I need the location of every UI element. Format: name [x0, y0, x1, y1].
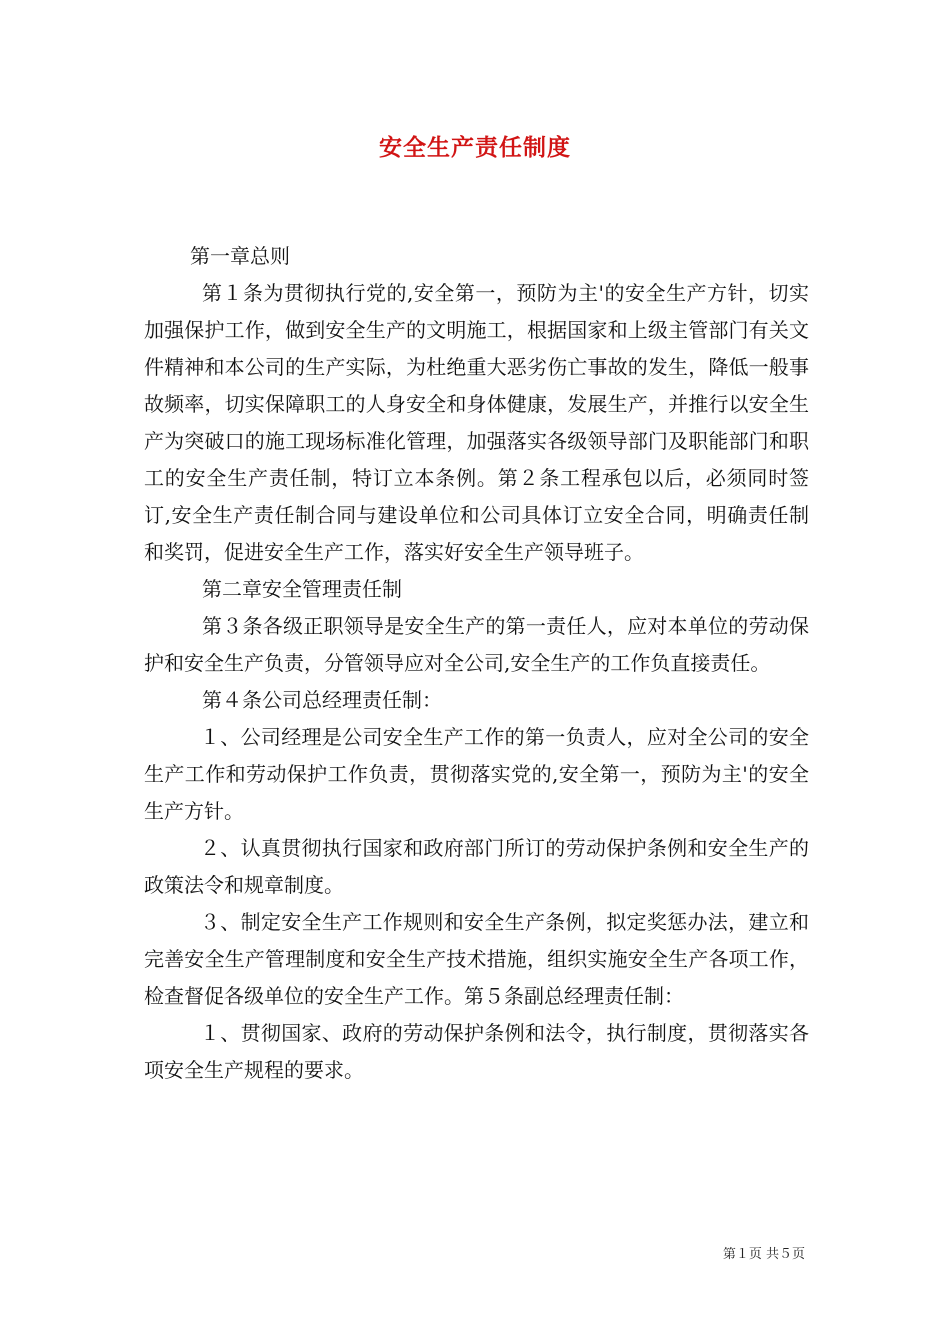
document-title: 安全生产责任制度 [379, 134, 571, 161]
paragraph-article-4-item-3: ３、制定安全生产工作规则和安全生产条例，拟定奖惩办法，建立和完善安全生产管理制度和安全生产技术措施，组织实施安全生产各项工作，检查督促各级单位的安全生产工作。第５条副总经理责任制： [144, 910, 809, 1008]
paragraph-article-3: 第３条各级正职领导是安全生产的第一责任人，应对本单位的劳动保护和安全生产负责，分管领导应对全公司,安全生产的工作负直接责任。 [144, 614, 809, 675]
paragraph-article-4-heading: 第４条公司总经理责任制： [202, 688, 442, 712]
paragraph-article-4-item-1: １、公司经理是公司安全生产工作的第一负责人，应对全公司的安全生产工作和劳动保护工作负责，贯彻落实党的,安全第一，预防为主'的安全生产方针。 [144, 725, 809, 823]
paragraph-chapter-2-heading: 第二章安全管理责任制 [202, 577, 402, 601]
paragraph-article-1-2: 第１条为贯彻执行党的,安全第一，预防为主'的安全生产方针，切实加强保护工作，做到安全生产的文明施工，根据国家和上级主管部门有关文件精神和本公司的生产实际，为杜绝重大恶劣伤亡事故的发生，降低一般事故频率，切实保障职工的人身安全和身体健康，发展生产，并推行以安全生产为突破口的施工现场标准化管理，加强落实各级领导部门及职能部门和职工的安全生产责任制，特订立本条例。第２条工程承包以后，必须同时签订,安全生产责任制合同与建设单位和公司具体订立安全合同，明确责任制和奖罚，促进安全生产工作，落实好安全生产领导班子。 [144, 281, 809, 564]
paragraph-article-4-item-2: ２、认真贯彻执行国家和政府部门所订的劳动保护条例和安全生产的政策法令和规章制度。 [144, 836, 809, 897]
paragraph-article-5-item-1: １、贯彻国家、政府的劳动保护条例和法令，执行制度，贯彻落实各项安全生产规程的要求。 [144, 1021, 809, 1082]
page-number-footer: 第１页 共５页 [722, 1247, 805, 1262]
document-body [144, 238, 809, 1089]
paragraph-chapter-1-heading: 第一章总则 [190, 244, 290, 268]
